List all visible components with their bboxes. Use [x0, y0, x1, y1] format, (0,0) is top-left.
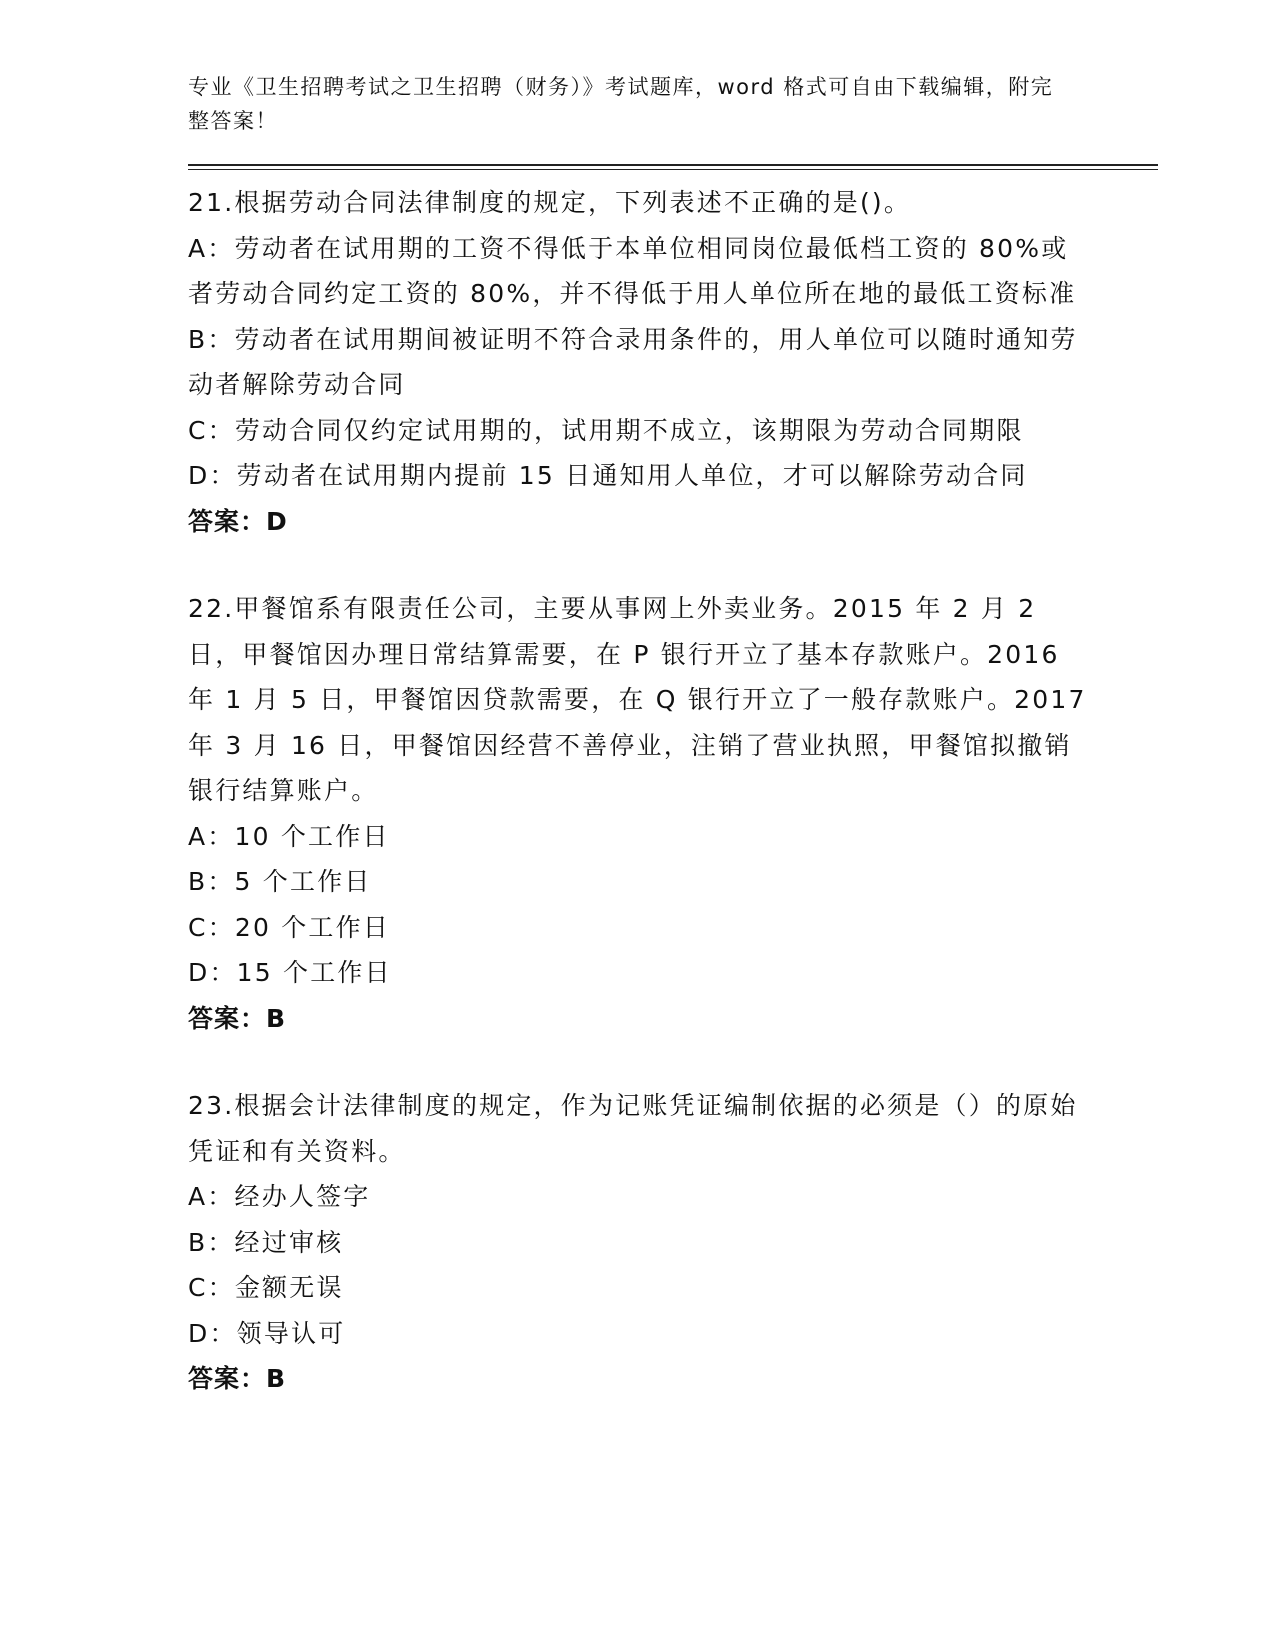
question-stem: 21.根据劳动合同法律制度的规定，下列表述不正确的是()。 [188, 188, 912, 217]
question-list [188, 180, 1158, 1402]
option-c: C：20 个工作日 [188, 912, 391, 942]
option-d: D：领导认可 [188, 1318, 346, 1348]
question-21 [188, 180, 1158, 544]
question-stem: 23.根据会计法律制度的规定，作为记账凭证编制依据的必须是（）的原始凭证和有关资料。 [188, 1091, 1078, 1166]
option-a: A：10 个工作日 [188, 821, 390, 851]
option-b: B：5 个工作日 [188, 867, 372, 896]
option-d: D：15 个工作日 [188, 958, 392, 987]
question-stem: 22.甲餐馆系有限责任公司，主要从事网上外卖业务。2015 年 2 月 2 日，甲餐馆因办理日常结算需要，在 P 银行开立了基本存款账户。2016 年 1 月 5 日，甲餐馆因贷款需要，在 Q 银行开立了一般存款账户。2017 年 3 月 16 日，甲餐馆因经营不善停业，注销了营业执照，甲餐馆拟撤销银行结算账户。 [188, 594, 1087, 805]
option-c: C：金额无误 [188, 1273, 344, 1302]
header-divider [188, 164, 1158, 170]
question-23 [188, 1083, 1158, 1402]
option-a: A：经办人签字 [188, 1182, 371, 1211]
option-b: B：劳动者在试用期间被证明不符合录用条件的，用人单位可以随时通知劳动者解除劳动合同 [188, 324, 1078, 399]
answer: 答案：B [188, 1003, 287, 1033]
option-b: B：经过审核 [188, 1227, 344, 1257]
answer: 答案：B [188, 1364, 287, 1393]
document-page [188, 70, 1158, 1444]
answer: 答案：D [188, 506, 288, 536]
option-c: C：劳动合同仅约定试用期的，试用期不成立，该期限为劳动合同期限 [188, 415, 1024, 445]
document-header: 专业《卫生招聘考试之卫生招聘（财务）》考试题库，word 格式可自由下载编辑，附完整答案！ [188, 75, 1054, 133]
option-a: A：劳动者在试用期的工资不得低于本单位相同岗位最低档工资的 80%或者劳动合同约定工资的 80%，并不得低于用人单位所在地的最低工资标准 [188, 233, 1077, 308]
question-22 [188, 586, 1158, 1041]
option-d: D：劳动者在试用期内提前 15 日通知用人单位，才可以解除劳动合同 [188, 461, 1028, 490]
